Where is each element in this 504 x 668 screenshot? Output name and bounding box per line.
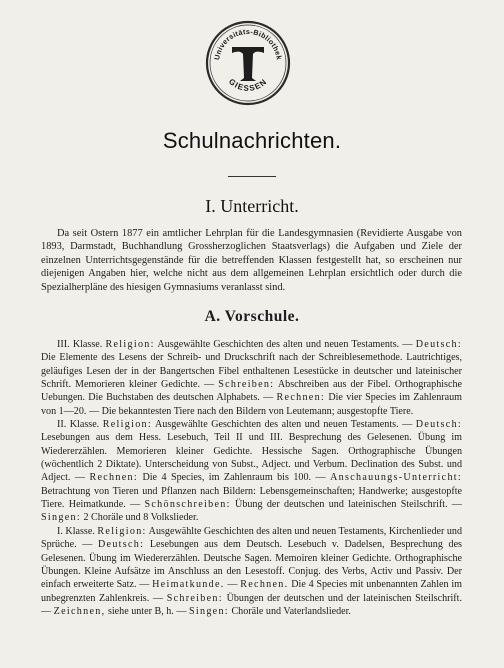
subject-label: Schreiben: — [166, 592, 223, 604]
subject-label: Singen: — [41, 512, 81, 524]
subject-text: Die vier Species im Zahlenraum von 1—20. — Die bekanntesten Tiere nach den Bildern von Leutemann; ausgestopfte Tiere. — [41, 392, 462, 417]
subject-label: Rechnen: — [276, 392, 326, 404]
class-2-paragraph — [41, 418, 462, 525]
intro-paragraph: Da seit Ostern 1877 ein amtlicher Lehrplan für die Landesgymnasien (Revidierte Ausgabe von 1893, Darmstadt, Buchhandlung Grossherzoglichen Staatsverlags) die Aufgaben und Ziele der einzelnen Unterrichtsgegenstände für die betreffenden Klassen festgestellt hat, so erscheinen nur diejenigen Angaben hier, welche nicht aus dem allgemeinen Lehrplan ersichtlich oder durch die Spezialherpläne des hiesigen Gymnasiums veranlasst sind. — [41, 228, 462, 293]
section-heading: I. Unterricht. — [205, 196, 299, 216]
subject-label: Deutsch: — [415, 339, 462, 350]
stamp-top-text: Universitäts-Bibliothek — [212, 27, 284, 61]
class-label: III. Klasse. — [57, 339, 103, 350]
subject-label: Anschauungs-Unterricht: — [330, 472, 462, 484]
class-descriptions — [41, 338, 462, 618]
subject-label: Heimatkunde. — [152, 579, 225, 591]
subject-label: Schönschreiben: — [144, 499, 231, 511]
subject-text: Betrachtung von Tieren und Pflanzen nach Bildern: Lebensgemeinschaften; Handwerke; ausgestopfte Tiere. Heimatkunde. — — [41, 485, 462, 511]
subject-label: Rechnen. — [240, 579, 289, 591]
subject-label: Singen: — [188, 605, 229, 617]
class-label: I. Klasse. — [57, 525, 95, 537]
subject-text: Lesebungen aus dem Deutsch. Lesebuch v. Dadelsen, Besprechung des Gelesenen. Übung im Wiedererzählen. Deutsche Sagen. Memoiren kleiner Gedichte. Orthographische Übungen. Kleine Aufsätze im Anschluss an den Lesestoff. Conjug. des Verbs, Activ und Passiv. Der einfach erweiterte Satz. — — [41, 539, 462, 591]
subject-text: Übungen der deutschen und der lateinischen Steilschrift. — — [41, 592, 462, 617]
subject-label: Deutsch: — [97, 539, 145, 551]
tau-cross-emblem — [232, 47, 264, 81]
subject-label: Zeichnen, — [53, 605, 106, 617]
subject-label: Schreiben: — [218, 379, 275, 391]
subject-text: Die 4 Species, im Zahlenraum bis 100. — — [142, 472, 326, 484]
subject-text: Ausgewählte Geschichten des alten und neuen Testaments. — — [154, 419, 413, 431]
subject-label: Rechnen: — [89, 472, 138, 484]
stamp-bottom-text: GIESSEN — [226, 76, 270, 93]
subject-text: Die 4 Species mit unbenannten Zahlen im unbegrenzten Zahlenkreis. — — [41, 579, 462, 604]
subject-text: Die Elemente des Lesens der Schreib- und Druckschrift nach der Schreiblesemethode. Lautrichtiges, geläufiges Lesen der in der Bangertschen Fibel enthaltenen Lesestücke in deutscher und lateinischer Schrift. Memorieren kleiner Gedichte. — — [41, 352, 462, 391]
document-title: Schulnachrichten. — [162, 128, 342, 153]
subject-text: — — [227, 579, 238, 591]
title-divider — [228, 176, 276, 177]
class-label: II. Klasse. — [57, 419, 100, 431]
subject-text: Ausgewählte Geschichten des alten und neuen Testaments. — — [157, 339, 413, 350]
subject-label: Religion: — [105, 339, 155, 350]
subject-text: siehe unter B, h. — — [107, 605, 187, 617]
subject-text: Abschreiben aus der Fibel. Orthographische Uebungen. Die Buchstaben des deutschen Alphabets. — — [41, 379, 462, 404]
subject-text: Ausgewählte Geschichten des alten und neuen Testaments, Kirchenlieder und Sprüche. — — [41, 525, 463, 551]
subsection-heading: A. Vorschule. — [204, 308, 300, 325]
library-stamp — [205, 20, 291, 106]
subject-text: 2 Choräle und 8 Volkslieder. — [83, 512, 199, 524]
subject-label: Religion: — [97, 525, 147, 537]
subject-text: Lesebungen aus dem Hess. Lesebuch, Teil II und III. Besprechung des Gelesenen. Übung im Wiedererzählen. Memorieren kleiner Gedichte. Hessische Sagen. Orthographische Übungen (wöchentlich 2 Diktate). Unterscheidung von Subst., Adject. und Verbum. Declination des Subst. und Adject. — — [41, 432, 462, 484]
subject-text: Übung der deutschen und lateinischen Steilschrift. — — [235, 499, 463, 511]
class-1-paragraph — [41, 525, 462, 618]
subject-label: Religion: — [102, 419, 153, 431]
subject-text: Choräle und Vaterlandslieder. — [231, 605, 351, 617]
subject-label: Deutsch: — [415, 419, 463, 431]
class-3-paragraph — [41, 338, 462, 418]
